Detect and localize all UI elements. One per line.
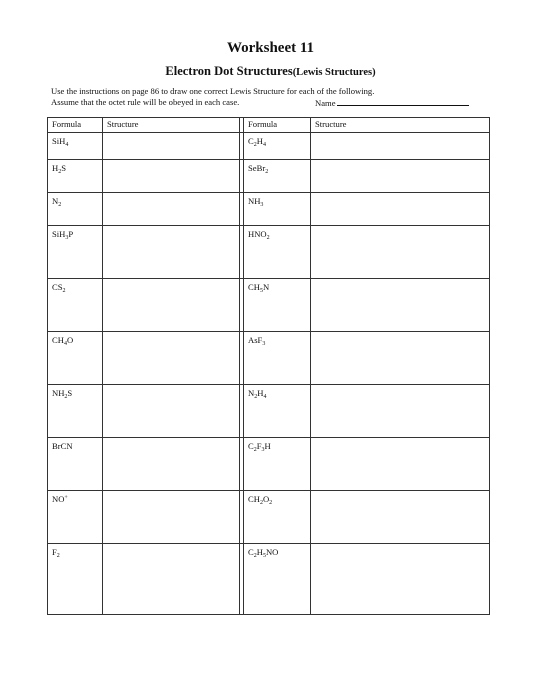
table-row — [48, 491, 490, 544]
formula-text: SiH$_3$P — [52, 229, 74, 241]
structure-cell-right[interactable] — [311, 226, 490, 279]
formula-text: $C_2F_3H$ — [248, 441, 271, 453]
structure-cell-right[interactable] — [311, 491, 490, 544]
name-field[interactable] — [315, 97, 469, 109]
structure-cell-left[interactable] — [103, 133, 240, 160]
name-label: Name — [315, 98, 336, 108]
formula-cell-right — [244, 385, 311, 438]
formula-text: $CH_2O_2$ — [248, 494, 273, 506]
structure-cell-right[interactable] — [311, 438, 490, 491]
worksheet-subtitle — [0, 64, 541, 79]
header-formula-right: Formula — [244, 118, 311, 133]
formula-text: $C_2H_5NO$ — [248, 547, 279, 559]
structure-cell-right[interactable] — [311, 160, 490, 193]
table-row — [48, 160, 490, 193]
structure-cell-left[interactable] — [103, 438, 240, 491]
formula-text: $NH_2S$ — [52, 388, 73, 400]
formula-text: $H_2S$ — [52, 163, 66, 175]
structure-cell-left[interactable] — [103, 385, 240, 438]
worksheet-title: Worksheet 11 — [226, 40, 315, 56]
formula-text: $CS_2$ — [52, 282, 66, 294]
formula-text: $F_2$ — [52, 547, 60, 559]
formula-cell-right — [244, 332, 311, 385]
lewis-structure-table — [47, 117, 490, 615]
formula-cell-left — [48, 279, 103, 332]
name-blank-line[interactable] — [337, 97, 469, 106]
instructions — [51, 86, 481, 108]
structure-cell-left[interactable] — [103, 226, 240, 279]
formula-text: SeBr$_2$ — [248, 163, 269, 175]
formula-cell-left — [48, 160, 103, 193]
formula-cell-right — [244, 279, 311, 332]
formula-text: $HNO_2$ — [248, 229, 270, 241]
formula-text: $N_2H_4$ — [248, 388, 267, 400]
structure-cell-right[interactable] — [311, 279, 490, 332]
formula-cell-left — [48, 385, 103, 438]
formula-text: $N_2$ — [52, 196, 62, 208]
formula-text: AsF$_3$ — [248, 335, 266, 347]
table-row — [48, 279, 490, 332]
table-row — [48, 193, 490, 226]
formula-cell-left — [48, 226, 103, 279]
formula-text: BrCN — [52, 441, 73, 451]
structure-cell-left[interactable] — [103, 279, 240, 332]
table-row — [48, 133, 490, 160]
formula-cell-right — [244, 544, 311, 615]
formula-cell-right — [244, 226, 311, 279]
table-row — [48, 226, 490, 279]
instructions-line2-row — [51, 97, 481, 108]
table-header-row — [48, 118, 490, 133]
formula-cell-right — [244, 133, 311, 160]
formula-text: $NH_3$ — [248, 196, 264, 208]
subtitle-main: Electron Dot Structures — [165, 64, 293, 78]
formula-text: $CH_4O$ — [52, 335, 74, 347]
table-body — [48, 133, 490, 615]
table-row — [48, 385, 490, 438]
formula-cell-left — [48, 332, 103, 385]
header-formula-left: Formula — [48, 118, 103, 133]
formula-text: $CH_5N$ — [248, 282, 270, 294]
formula-text: $C_2H_4$ — [248, 136, 266, 148]
table-row — [48, 544, 490, 615]
formula-cell-right — [244, 438, 311, 491]
structure-cell-right[interactable] — [311, 193, 490, 226]
structure-cell-left[interactable] — [103, 160, 240, 193]
instructions-line2: Assume that the octet rule will be obeyed in each case. — [51, 97, 240, 107]
structure-cell-right[interactable] — [311, 385, 490, 438]
formula-text: SiH$_4$ — [52, 136, 69, 148]
instructions-line1: Use the instructions on page 86 to draw one correct Lewis Structure for each of the following. — [51, 86, 375, 96]
structure-cell-left[interactable] — [103, 544, 240, 615]
formula-cell-left — [48, 544, 103, 615]
formula-cell-left — [48, 438, 103, 491]
structure-cell-right[interactable] — [311, 332, 490, 385]
formula-cell-left — [48, 193, 103, 226]
structure-cell-left[interactable] — [103, 193, 240, 226]
subtitle-paren: (Lewis Structures) — [292, 67, 376, 78]
formula-cell-right — [244, 193, 311, 226]
formula-cell-left — [48, 133, 103, 160]
table-row — [48, 332, 490, 385]
formula-text: NO+ — [52, 494, 68, 504]
structure-cell-right[interactable] — [311, 133, 490, 160]
structure-cell-right[interactable] — [311, 544, 490, 615]
structure-cell-left[interactable] — [103, 332, 240, 385]
table-row — [48, 438, 490, 491]
formula-cell-right — [244, 491, 311, 544]
formula-cell-right — [244, 160, 311, 193]
formula-cell-left — [48, 491, 103, 544]
header-structure-right: Structure — [311, 118, 490, 133]
header-structure-left: Structure — [103, 118, 240, 133]
structure-cell-left[interactable] — [103, 491, 240, 544]
